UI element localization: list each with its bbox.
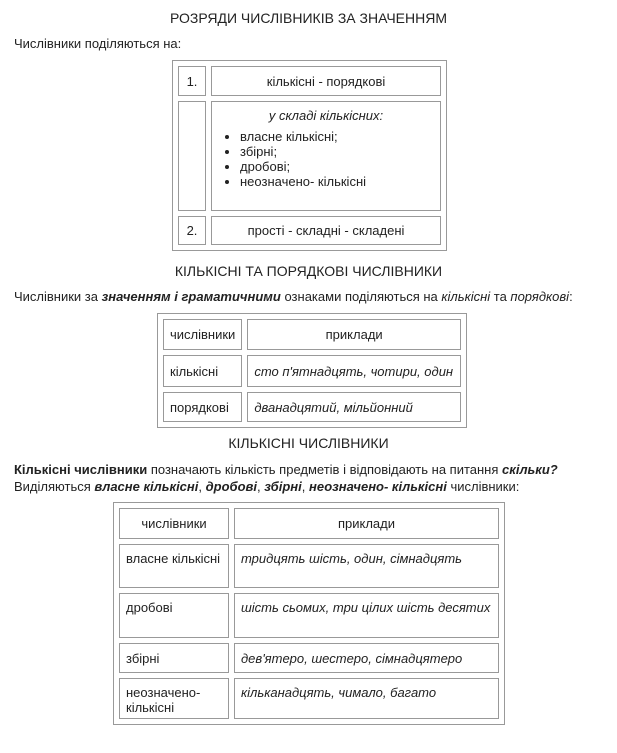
bullet-list [218,129,434,189]
table-cell: дробові [119,593,229,638]
table-cell: кільканадцять, чимало, багато [234,678,499,719]
table-cell: збірні [119,643,229,673]
table-cell: дванадцятий, мільйонний [247,392,461,422]
intro-text-2: Числівники за значенням і граматичними ознаками поділяються на кількісні та порядкові: [14,289,573,304]
table-cell: кількісні - порядкові [211,66,441,96]
table-cell: сто п'ятнадцять, чотири, один [247,355,461,387]
list-item: • неозначено- кількісні [240,174,434,189]
intro-text-3: Кількісні числівники позначають кількість предметів і відповідають на питання скільки? Виділяються власне кількісні, дробові, збірні, неозначено- кількісні числівники: [14,462,558,494]
table-cell: власне кількісні [119,544,229,588]
table-cell: неозначено-кількісні [119,678,229,719]
column-header: числівники [163,319,242,350]
row-number: 1. [178,66,206,96]
table-cell: кількісні [163,355,242,387]
heading-cardinal-ordinal: КІЛЬКІСНІ ТА ПОРЯДКОВІ ЧИСЛІВНИКИ [174,263,443,279]
table-cell: шість сьомих, три цілих шість десятих [234,593,499,638]
list-item: • власне кількісні; [240,129,434,144]
subheading: у складі кількісних: [268,108,384,123]
table-cell: тридцять шість, один, сімнадцять [234,544,499,588]
categories-table [172,60,447,251]
intro-text: Числівники поділяються на: [14,36,182,51]
row-number: 2. [178,216,206,245]
list-item: • дробові; [240,159,434,174]
table-cell: дев'ятеро, шестеро, сімнадцятеро [234,643,499,673]
table-cell: прості - складні - складені [211,216,441,245]
list-item: • збірні; [240,144,434,159]
column-header: приклади [247,319,461,350]
cardinal-table [113,502,505,725]
heading-cardinal: КІЛЬКІСНІ ЧИСЛІВНИКИ [228,435,389,451]
column-header: числівники [119,508,229,539]
table-cell: порядкові [163,392,242,422]
cardinal-ordinal-table [157,313,467,428]
column-header: приклади [234,508,499,539]
heading-categories: РОЗРЯДИ ЧИСЛІВНИКІВ ЗА ЗНАЧЕННЯМ [169,10,447,26]
